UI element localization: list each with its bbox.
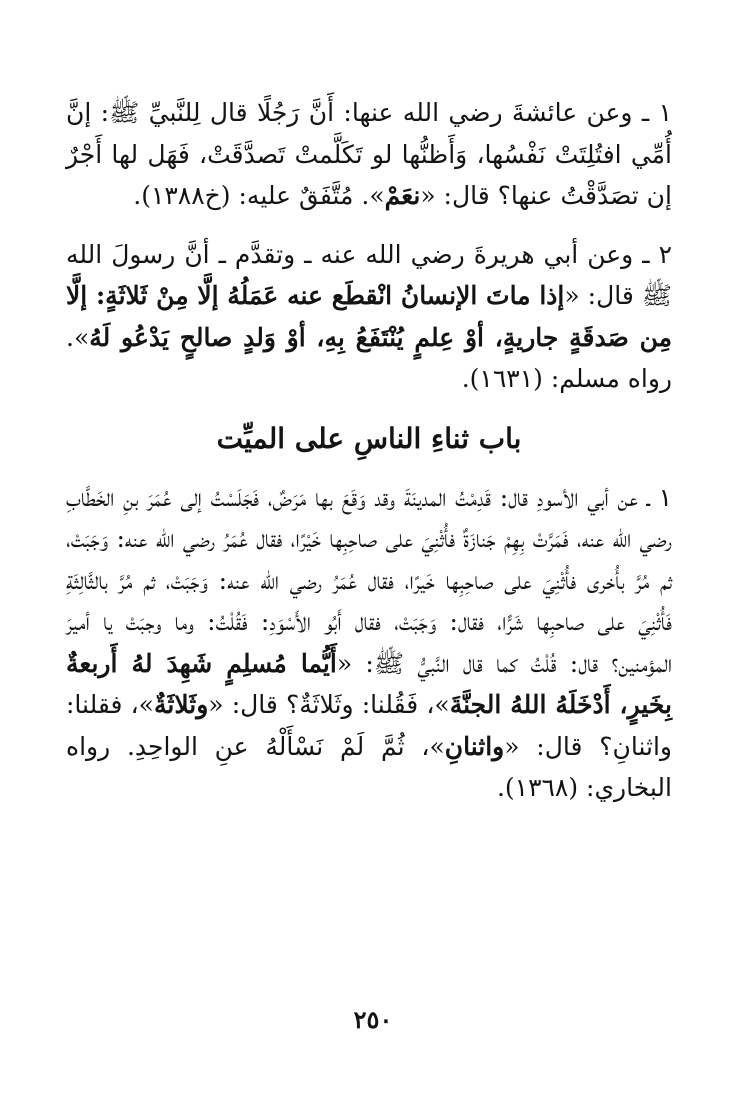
hadith-2-paragraph (66, 234, 672, 400)
hadith-3-part-4: »، ثُمَّ لَمْ نَسْأَلْهُ عنِ الواحِدِ. رواه البخاري: (١٣٦٨). (66, 731, 672, 802)
hadith-3-saying-3: واثنانِ (444, 731, 505, 761)
hadith-1-source: ». مُتَّفَقٌ عليه: (خ١٣٨٨). (133, 181, 385, 210)
hadith-1-intro: ١ ـ وعن عائشةَ رضي الله عنها: أَنَّ رَجُلًا قال لِلنَّبيِّ ﷺ: إنَّ أُمِّي افتُلِتَتْ نَفْسُها، وَأَظنُّها لو تَكَلَّمتْ تَصدَّقَتْ، فَهَل لها أَجْرٌ إن تصَدَّقْتُ عنها؟ قال: « (66, 98, 672, 210)
page-body (66, 92, 672, 809)
hadith-1-paragraph (66, 92, 672, 217)
chapter-title: باب ثناءِ الناسِ على الميِّت (216, 421, 522, 455)
hadith-3-paragraph (66, 477, 672, 809)
hadith-3-part-2: »، فَقُلنا: وثَلاثَةٌ؟ قال: « (208, 690, 450, 719)
page-number: ٢٥٠ (353, 1005, 393, 1034)
hadith-3-part-3: »، فقلنا: واثنانِ؟ قال: « (66, 690, 672, 761)
hadith-2-saying: إذا ماتَ الإنسانُ انْقطَع عنه عَمَلُهُ إلَّا مِنْ ثَلاثَةٍ: إلَّا مِن صَدقَةٍ جاريةٍ، أوْ عِلمٍ يُنْتَفَعُ بِهِ، أوْ وَلدٍ صالحٍ يَدْعُو لَهُ (66, 281, 672, 352)
hadith-2-intro: ٢ ـ وعن أبي هريرةَ رضي الله عنه ـ وتقدَّم ـ أنَّ رسولَ الله ﷺ قال: « (66, 239, 672, 310)
hadith-3-part-1: ١ ـ عن أبي الأسودِ قال: قَدِمْتُ المدينَةَ وقد وَقَعَ بها مَرَضٌ، فَجَلَسْتُ إلى عُمَرَ بنِ الخَطَّابِ رضي الله عنه، فَمَرَّتْ بِهِمْ جَنازَةٌ فأُثْنِيَ على صاحِبِها خَيْرًا، فقال عُمَرُ رضي الله عنه: وَجَبَتْ، ثم مُرَّ بأُخرى فأُثْنِيَ على صاحِبِها خَيرًا، فقال عُمَرُ رضي الله عنه: وَجَبَتْ، ثم مُرَّ بالثَّالِثَةِ فَأُثْنِيَ على صاحبِها شَرًّا، فقال: وَجَبَتْ، فقال أَبُو الأَسْوَدِ: فَقُلْتُ: وما وجبَتْ يا أميرَ المؤمنين؟ قال: قُلْتُ كما قال النَّبيُّ ﷺ: « (66, 482, 673, 678)
hadith-3-saying-1: أَيُّما مُسلِمٍ شَهِدَ لهُ أَربعةٌ بِخَيرٍ، أَدْخَلَهُ اللهُ الجنَّةَ (66, 648, 672, 719)
hadith-3-saying-2: وثَلاثَةٌ (153, 690, 209, 719)
hadith-2-source: ». رواه مسلم: (١٦٣١). (66, 322, 672, 393)
hadith-1-answer: نعَمْ (384, 181, 421, 210)
